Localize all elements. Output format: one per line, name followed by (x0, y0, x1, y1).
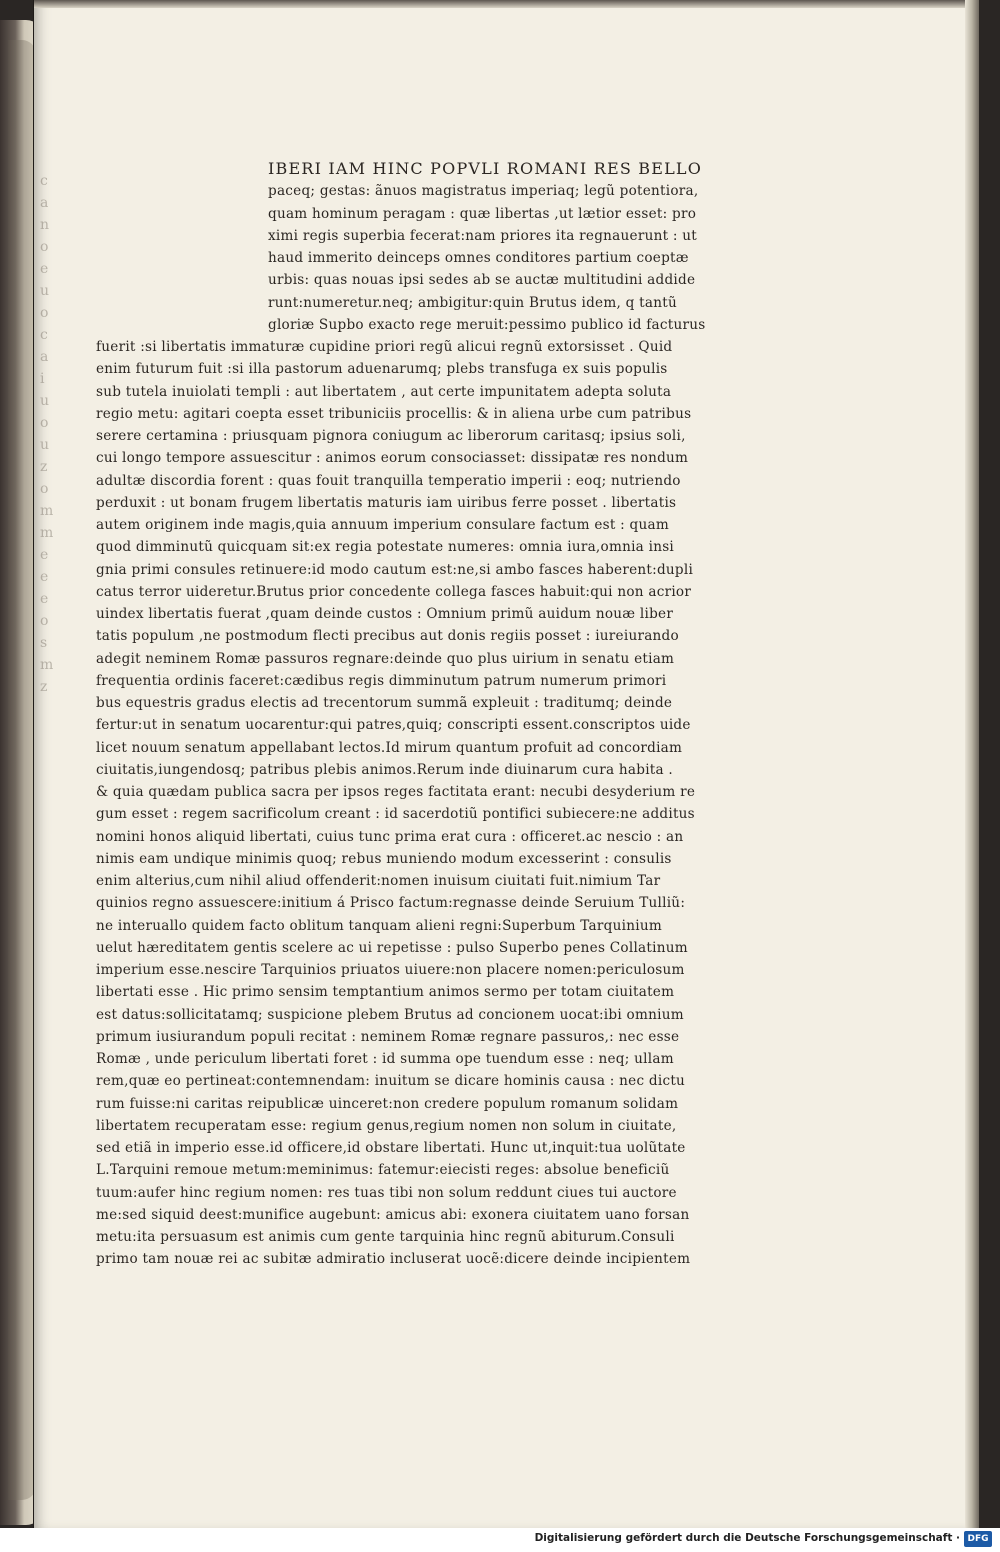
text-line: libertatem recuperatam esse: regium genus,regium nomen non solum in ciuitate, (96, 1117, 677, 1134)
text-line: bus equestris gradus electis ad trecentorum summã expleuit : traditumq; deinde (96, 695, 673, 711)
bleed-glyph: z (40, 459, 48, 475)
text-line: licet nouum senatum appellabant lectos.Id mirum quantum profuit ad concordiam (96, 739, 683, 756)
facing-page-show-through (40, 170, 68, 695)
text-line: enim alterius,cum nihil aliud offenderit:nomen inuisum ciuitati fuit.nimium Tar (96, 873, 661, 889)
text-line: enim futurum fuit :si illa pastorum aduenarumq; plebs transfuga ex suis populis (96, 361, 668, 378)
text-line: haud immerito deinceps omnes conditores partium coeptæ (268, 250, 689, 266)
bleed-glyph: e (40, 569, 49, 585)
text-line: nomini honos aliquid libertati, cuius tunc prima erat cura : officeret.ac nescio : an (96, 828, 684, 845)
bleed-glyph: z (40, 679, 48, 695)
bleed-glyph: i (40, 371, 45, 387)
text-line: cui longo tempore assuescitur : animos eorum consociasset: dissipatæ res nondum (96, 450, 689, 467)
bleed-glyph: a (40, 349, 49, 365)
text-line: L.Tarquini remoue metum:meminimus: fatemur:eiecisti reges: absolue beneficiũ (96, 1162, 670, 1179)
page-right-edge (965, 0, 979, 1528)
text-line: metu:ita persuasum est animis cum gente tarquinia hinc regnũ abiturum.Consuli (96, 1229, 675, 1245)
text-line: & quia quædam publica sacra per ipsos reges factitata erant: necubi desyderium re (96, 784, 696, 800)
bleed-glyph: e (40, 591, 49, 607)
text-line: gum esset : regem sacrificolum creant : id sacerdotiũ pontifici subiecere:ne additus (96, 806, 695, 823)
text-line: Romæ , unde periculum libertati foret : id summa ope tuendum esse : neq; ullam (96, 1051, 674, 1067)
bleed-glyph: c (40, 173, 48, 189)
bleed-glyph: s (40, 635, 48, 651)
text-line: me:sed siquid deest:munifice augebunt: amicus abi: exonera ciuitatem uano forsan (96, 1206, 690, 1223)
page-text-block (96, 158, 716, 1271)
text-line: runt:numeretur.neq; ambigitur:quin Brutus idem, q tantũ (268, 294, 677, 311)
text-line: tuum:aufer hinc regium nomen: res tuas tibi non solum reddunt ciues tui auctore (96, 1184, 677, 1201)
bleed-glyph: u (40, 283, 50, 299)
bleed-glyph: c (40, 327, 48, 343)
bleed-glyph: o (40, 613, 49, 629)
bleed-glyph: e (40, 547, 49, 563)
funding-credit: Digitalisierung gefördert durch die Deutsche Forschungsgemeinschaft · (534, 1532, 960, 1544)
text-line: catus terror uideretur.Brutus prior concedente collega fasces habuit:qui non acrior (96, 583, 692, 600)
bleed-glyph: a (40, 195, 49, 211)
text-line: autem originem inde magis,quia annuum imperium consulare factum est : quam (96, 517, 669, 533)
text-line: quod dimminutũ quicquam sit:ex regia potestate numeres: omnia iura,omnia insi (96, 539, 675, 556)
text-line: primo tam nouæ rei ac subitæ admiratio incluserat uocẽ:dicere deinde incipientem (96, 1251, 691, 1268)
text-line: ximi regis superbia fecerat:nam priores ita regnauerunt : ut (268, 227, 697, 244)
text-line: est datus:sollicitatamq; suspicione plebem Brutus ad concionem uocat:ibi omnium (96, 1006, 684, 1023)
bleed-glyph: m (40, 525, 54, 541)
text-line: nimis eam undique minimis quoq; rebus muniendo modum excesserint : consulis (96, 850, 672, 867)
page-top-edge (34, 0, 979, 8)
dfg-logo: DFG (964, 1531, 992, 1547)
text-line: tatis populum ,ne postmodum flecti precibus aut donis regiis posset : iureiurando (96, 628, 679, 645)
previous-page-curl (8, 40, 36, 1500)
text-line: ciuitatis,iungendosq; patribus plebis animos.Rerum inde diuinarum cura habita . (96, 761, 674, 778)
text-line: sub tutela inuiolati templi : aut libertatem , aut certe impunitatem adepta soluta (96, 383, 672, 400)
text-line: gloriæ Supbo exacto rege meruit:pessimo publico id facturus (268, 316, 706, 333)
text-line: libertati esse . Hic primo sensim temptantium animos sermo per totam ciuitatem (96, 984, 675, 1001)
text-line: ne interuallo quidem facto oblitum tanquam alieni regni:Superbum Tarquinium (96, 917, 662, 934)
text-line: gnia primi consules retinuere:id modo cautum est:ne,si ambo fasces haberent:dupli (96, 561, 694, 578)
text-line: rum fuisse:ni caritas reipublicæ uinceret:non credere populum romanum solidam (96, 1095, 679, 1112)
text-line: paceq; gestas: ãnuos magistratus imperiaq; legũ potentiora, (268, 183, 699, 200)
text-line: regio metu: agitari coepta esset tribuniciis procellis: & in aliena urbe cum patribus (96, 405, 692, 422)
text-line: urbis: quas nouas ipsi sedes ab se auctæ multitudini addide (268, 272, 696, 289)
bleed-glyph: e (40, 261, 49, 277)
bleed-glyph: o (40, 305, 49, 321)
text-line: primum iusiurandum populi recitat : neminem Romæ regnare passuros,: nec esse (96, 1028, 680, 1045)
incipit-line: IBERI IAM HINC POPVLI ROMANI RES BELLO (268, 159, 703, 178)
text-line: adultæ discordia forent : quas fouit tranquilla temperatio imperii : eoq; nutriendo (96, 472, 681, 489)
text-line: fertur:ut in senatum uocarentur:qui patres,quiq; conscripti essent.conscriptos uide (96, 717, 691, 734)
text-line: quam hominum peragam : quæ libertas ,ut lætior esset: pro (268, 205, 697, 222)
bleed-glyph: u (40, 393, 50, 409)
text-line: uindex libertatis fuerat ,quam deinde custos : Omnium primũ auidum nouæ liber (96, 606, 674, 622)
text-line: sed etiã in imperio esse.id officere,id obstare libertati. Hunc ut,inquit:tua uolũtate (96, 1140, 686, 1156)
text-line: fuerit :si libertatis immaturæ cupidine priori regũ alicui regnũ extorsisset . Quid (96, 339, 673, 355)
bleed-glyph: o (40, 481, 49, 497)
bleed-glyph: m (40, 657, 54, 673)
bleed-glyph: n (40, 217, 50, 233)
bleed-glyph: u (40, 437, 50, 453)
text-line: quinios regno assuescere:initium á Prisco factum:regnasse deinde Seruium Tulliũ: (96, 895, 686, 912)
bleed-glyph: o (40, 415, 49, 431)
text-line: adegit neminem Romæ passuros regnare:deinde quo plus uirium in senatu etiam (96, 650, 675, 667)
bleed-glyph: m (40, 503, 54, 519)
text-line: serere certamina : priusquam pignora coniugum ac liberorum caritasq; ipsius soli, (96, 428, 686, 444)
text-line: frequentia ordinis faceret:cædibus regis dimminutum patrum numerum primori (96, 672, 667, 689)
text-line: imperium esse.nescire Tarquinios priuatos uiuere:non placere nomen:periculosum (96, 962, 685, 978)
text-line: rem,quæ eo pertineat:contemnendam: inuitum se dicare hominis causa : nec dictu (96, 1073, 686, 1090)
bleed-glyph: o (40, 239, 49, 255)
text-line: uelut hæreditatem gentis scelere ac ui repetisse : pulso Superbo penes Collatinum (96, 939, 688, 956)
text-line: perduxit : ut bonam frugem libertatis maturis iam uiribus ferre posset . libertatis (96, 494, 677, 511)
